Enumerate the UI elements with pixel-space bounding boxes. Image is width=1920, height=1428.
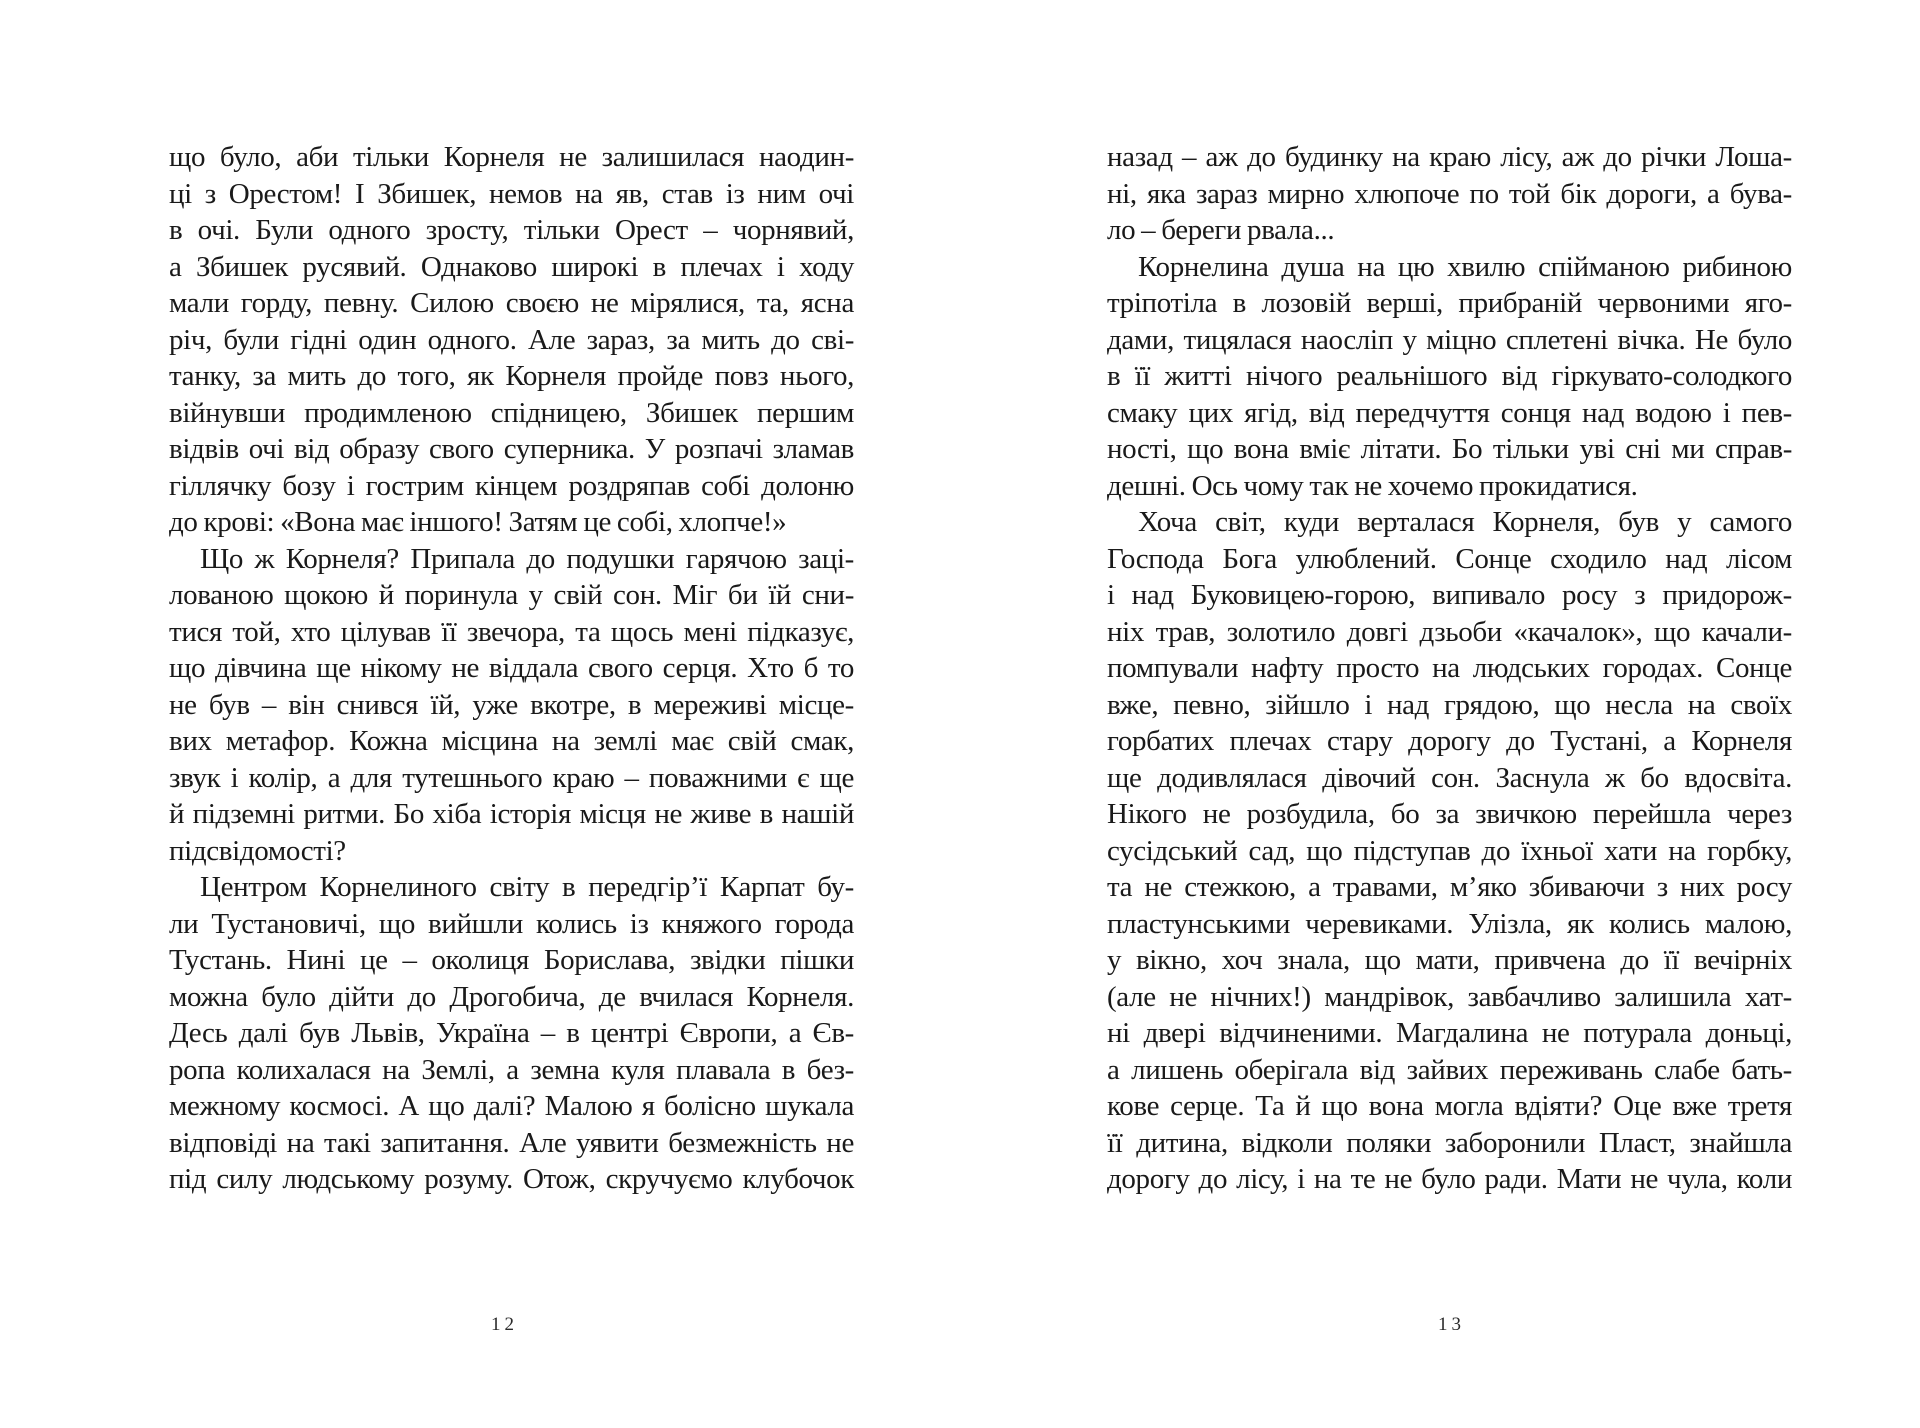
text-line: що дівчина ще нікому не віддала свого серця. Хто б то — [169, 652, 854, 684]
text-line: звук і колір, а для тутешнього краю – поважними є ще — [169, 761, 854, 794]
text-line: можна було дійти до Дрогобича, де вчилася Корнеля. — [169, 980, 854, 1013]
text-line: ропа колихалася на Землі, а земна куля плавала в без- — [169, 1053, 854, 1086]
paragraph — [169, 541, 854, 870]
text-line: вих метафор. Кожна місцина на землі має свій смак, — [169, 725, 854, 757]
text-line: ні двері відчиненими. Магдалина не потурала доньці, — [1107, 1017, 1792, 1049]
text-line: Що ж Корнеля? Припала до подушки гарячою заці- — [200, 542, 854, 575]
left-page-text — [169, 139, 854, 1198]
text-line: сусідський сад, що підступав до їхньої хати на горбку, — [1107, 834, 1792, 867]
text-line: й підземні ритми. Бо хіба історія місця не живе в нашій — [169, 798, 854, 830]
text-line: танку, за мить до того, як Корнеля пройде повз нього, — [169, 360, 854, 392]
text-line: смаку цих ягід, від передчуття сонця над водою і пев- — [1107, 396, 1792, 429]
text-line: вже, певно, зійшло і над грядою, що несла на своїх — [1107, 688, 1792, 721]
text-line: підсвідомості? — [169, 834, 346, 867]
text-line: у вікно, хоч знала, що мати, привчена до її вечірніх — [1107, 944, 1792, 976]
text-line: і над Буковицею-горою, випивало росу з придорож- — [1107, 579, 1792, 611]
text-line: а лишень оберігала від зайвих переживань слабе бать- — [1107, 1053, 1792, 1086]
text-line: річ, були гідні один одного. Але зараз, за мить до сві- — [169, 323, 854, 356]
text-line: дешні. Ось чому так не хочемо прокидатися. — [1107, 469, 1638, 502]
paragraph — [169, 139, 854, 541]
text-line: під силу людському розуму. Отож, скручуємо клубочок — [169, 1163, 854, 1195]
text-line: Десь далі був Львів, Україна – в центрі Європи, а Єв- — [169, 1017, 854, 1049]
paragraph — [1107, 504, 1792, 1198]
text-line: межному космосі. А що далі? Малою я болісно шукала — [169, 1090, 854, 1122]
text-line: мали горду, певну. Силою своєю не мірялися, та, ясна — [169, 287, 854, 319]
text-line: не був – він снився їй, уже вкотре, в мереживі місце- — [169, 688, 854, 721]
text-line: ці з Орестом! І Збишек, немов на яв, став із ним очі — [169, 177, 854, 210]
text-line: в її житті нічого реальнішого від гіркувато-солодкого — [1107, 360, 1792, 392]
right-page-text — [1107, 139, 1792, 1198]
right-page — [960, 0, 1920, 1428]
text-line: Нікого не розбудила, бо за звичкою перейшла через — [1107, 798, 1792, 830]
text-line: Корнелина душа на цю хвилю спійманою рибиною — [1138, 250, 1792, 283]
text-line: тріпотіла в лозовій верші, прибраній червоними яго- — [1107, 287, 1792, 319]
text-line: Господа Бога улюблений. Сонце сходило над лісом — [1107, 542, 1792, 575]
right-page-number: 13 — [1438, 1314, 1465, 1335]
text-line: Хоча світ, куди верталася Корнеля, був у самого — [1138, 506, 1792, 538]
text-line: відповіді на такі запитання. Але уявити безмежність не — [169, 1126, 854, 1159]
text-line: ло – береги рвала... — [1107, 214, 1335, 246]
text-line: її дитина, відколи поляки заборонили Пласт, знайшла — [1107, 1126, 1792, 1159]
text-line: в очі. Були одного зросту, тільки Орест – чорнявий, — [169, 214, 854, 246]
text-line: ніх трав, золотило довгі дзьоби «качалок», що качали- — [1107, 615, 1792, 648]
paragraph — [169, 869, 854, 1198]
text-line: горбатих плечах стару дорогу до Тустані, а Корнеля — [1107, 725, 1792, 757]
text-line: ні, яка зараз мирно хлюпоче по той бік дороги, а бува- — [1107, 177, 1792, 210]
text-line: пластунськими черевиками. Улізла, як колись малою, — [1107, 907, 1792, 940]
text-line: (але не нічних!) мандрівок, завбачливо залишила хат- — [1107, 980, 1792, 1013]
text-line: Тустань. Нині це – околиця Борислава, звідки пішки — [169, 944, 854, 976]
text-line: назад – аж до будинку на краю лісу, аж до річки Лоша- — [1107, 141, 1792, 173]
paragraph — [1107, 249, 1792, 505]
left-page-number: 12 — [491, 1314, 518, 1335]
text-line: кове серце. Та й що вона могла вдіяти? Оце вже третя — [1107, 1090, 1792, 1122]
text-line: лованою щокою й поринула у свій сон. Міг би їй сни- — [169, 579, 854, 611]
text-line: помпували нафту просто на людських городах. Сонце — [1107, 652, 1792, 684]
text-line: гіллячку бозу і гострим кінцем роздряпав собі долоню — [169, 469, 854, 502]
text-line: а Збишек русявий. Однаково широкі в плечах і ходу — [169, 250, 854, 283]
text-line: та не стежкою, а травами, м’яко збиваючи з них росу — [1107, 871, 1792, 903]
paragraph — [1107, 139, 1792, 249]
text-line: ності, що вона вміє літати. Бо тільки уві сні ми справ- — [1107, 433, 1792, 465]
text-line: тися той, хто цілував її звечора, та щось мені підказує, — [169, 615, 854, 648]
text-line: що було, аби тільки Корнеля не залишилася наодин- — [169, 141, 854, 173]
text-line: ще додивлялася дівочий сон. Заснула ж бо вдосвіта. — [1107, 761, 1792, 794]
text-line: Центром Корнелиного світу в передгір’ї Карпат бу- — [200, 871, 854, 903]
text-line: дами, тицялася наосліп у міцно сплетені вічка. Не було — [1107, 323, 1792, 356]
text-line: дорогу до лісу, і на те не було ради. Мати не чула, коли — [1107, 1163, 1792, 1195]
text-line: ли Тустановичі, що вийшли колись із княжого города — [169, 907, 854, 940]
text-line: відвів очі від образу свого суперника. У розпачі зламав — [169, 433, 854, 465]
text-line: до крові: «Вона має іншого! Затям це собі, хлопче!» — [169, 506, 787, 538]
text-line: війнувши продимленою спідницею, Збишек першим — [169, 396, 854, 429]
